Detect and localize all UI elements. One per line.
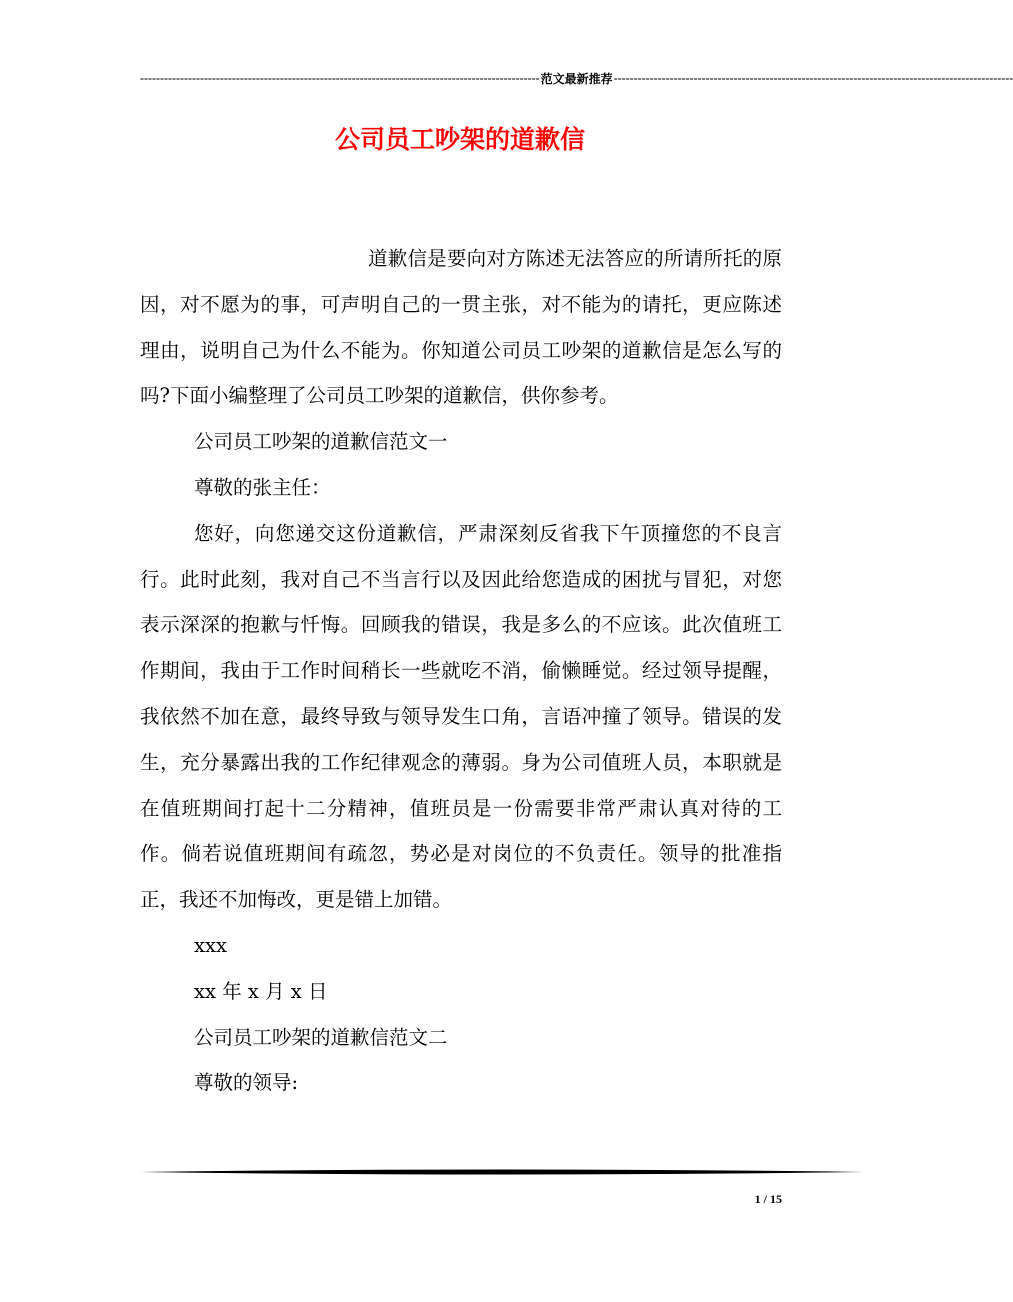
salutation-2: 尊敬的领导: xyxy=(194,1071,299,1095)
page-number: 1 / 15 xyxy=(754,1192,782,1206)
page-header xyxy=(140,70,1013,86)
header-dashes-left: ---------------------------------------------------------------------------------------------------- xyxy=(140,70,540,85)
sample1-heading: 公司员工吵架的道歉信范文一 xyxy=(194,430,448,454)
intro-paragraph: 道歉信是要向对方陈述无法答应的所请所托的原因，对不愿为的事，可声明自己的一贯主张，对不能为的请托，更应陈述理由，说明自己为什么不能为。你知道公司员工吵架的道歉信是怎么写的吗?下面小编整理了公司员工吵架的道歉信，供你参考。 xyxy=(140,247,782,408)
footer-rule xyxy=(140,1168,864,1176)
document-title: 公司员工吵架的道歉信 xyxy=(334,125,585,154)
sample2-heading: 公司员工吵架的道歉信范文二 xyxy=(194,1025,448,1049)
letter-paragraph-1: 您好，向您递交这份道歉信，严肃深刻反省我下午顶撞您的不良言行。此时此刻，我对自己不当言行以及因此给您造成的困扰与冒犯，对您表示深深的抱歉与忏悔。回顾我的错误，我是多么的不应该。此次值班工作期间，我由于工作时间稍长一些就吃不消，偷懒睡觉。经过领导提醒，我依然不加在意，最终导致与领导发生口角，言语冲撞了领导。错误的发生，充分暴露出我的工作纪律观念的薄弱。身为公司值班人员，本职就是在值班期间打起十二分精神，值班员是一份需要非常严肃认真对待的工作。倘若说值班期间有疏忽，势必是对岗位的不负责任。领导的批准指正，我还不加悔改，更是错上加错。 xyxy=(140,521,782,912)
document-body xyxy=(140,236,782,1106)
header-label: 范文最新推荐 xyxy=(540,71,613,86)
date-line: xx 年 x 月 x 日 xyxy=(194,979,328,1003)
signature: xxx xyxy=(194,933,227,957)
header-dashes-right: ---------------------------------------------------------------------------------------------------- xyxy=(613,70,1013,85)
salutation-1: 尊敬的张主任： xyxy=(194,475,331,499)
